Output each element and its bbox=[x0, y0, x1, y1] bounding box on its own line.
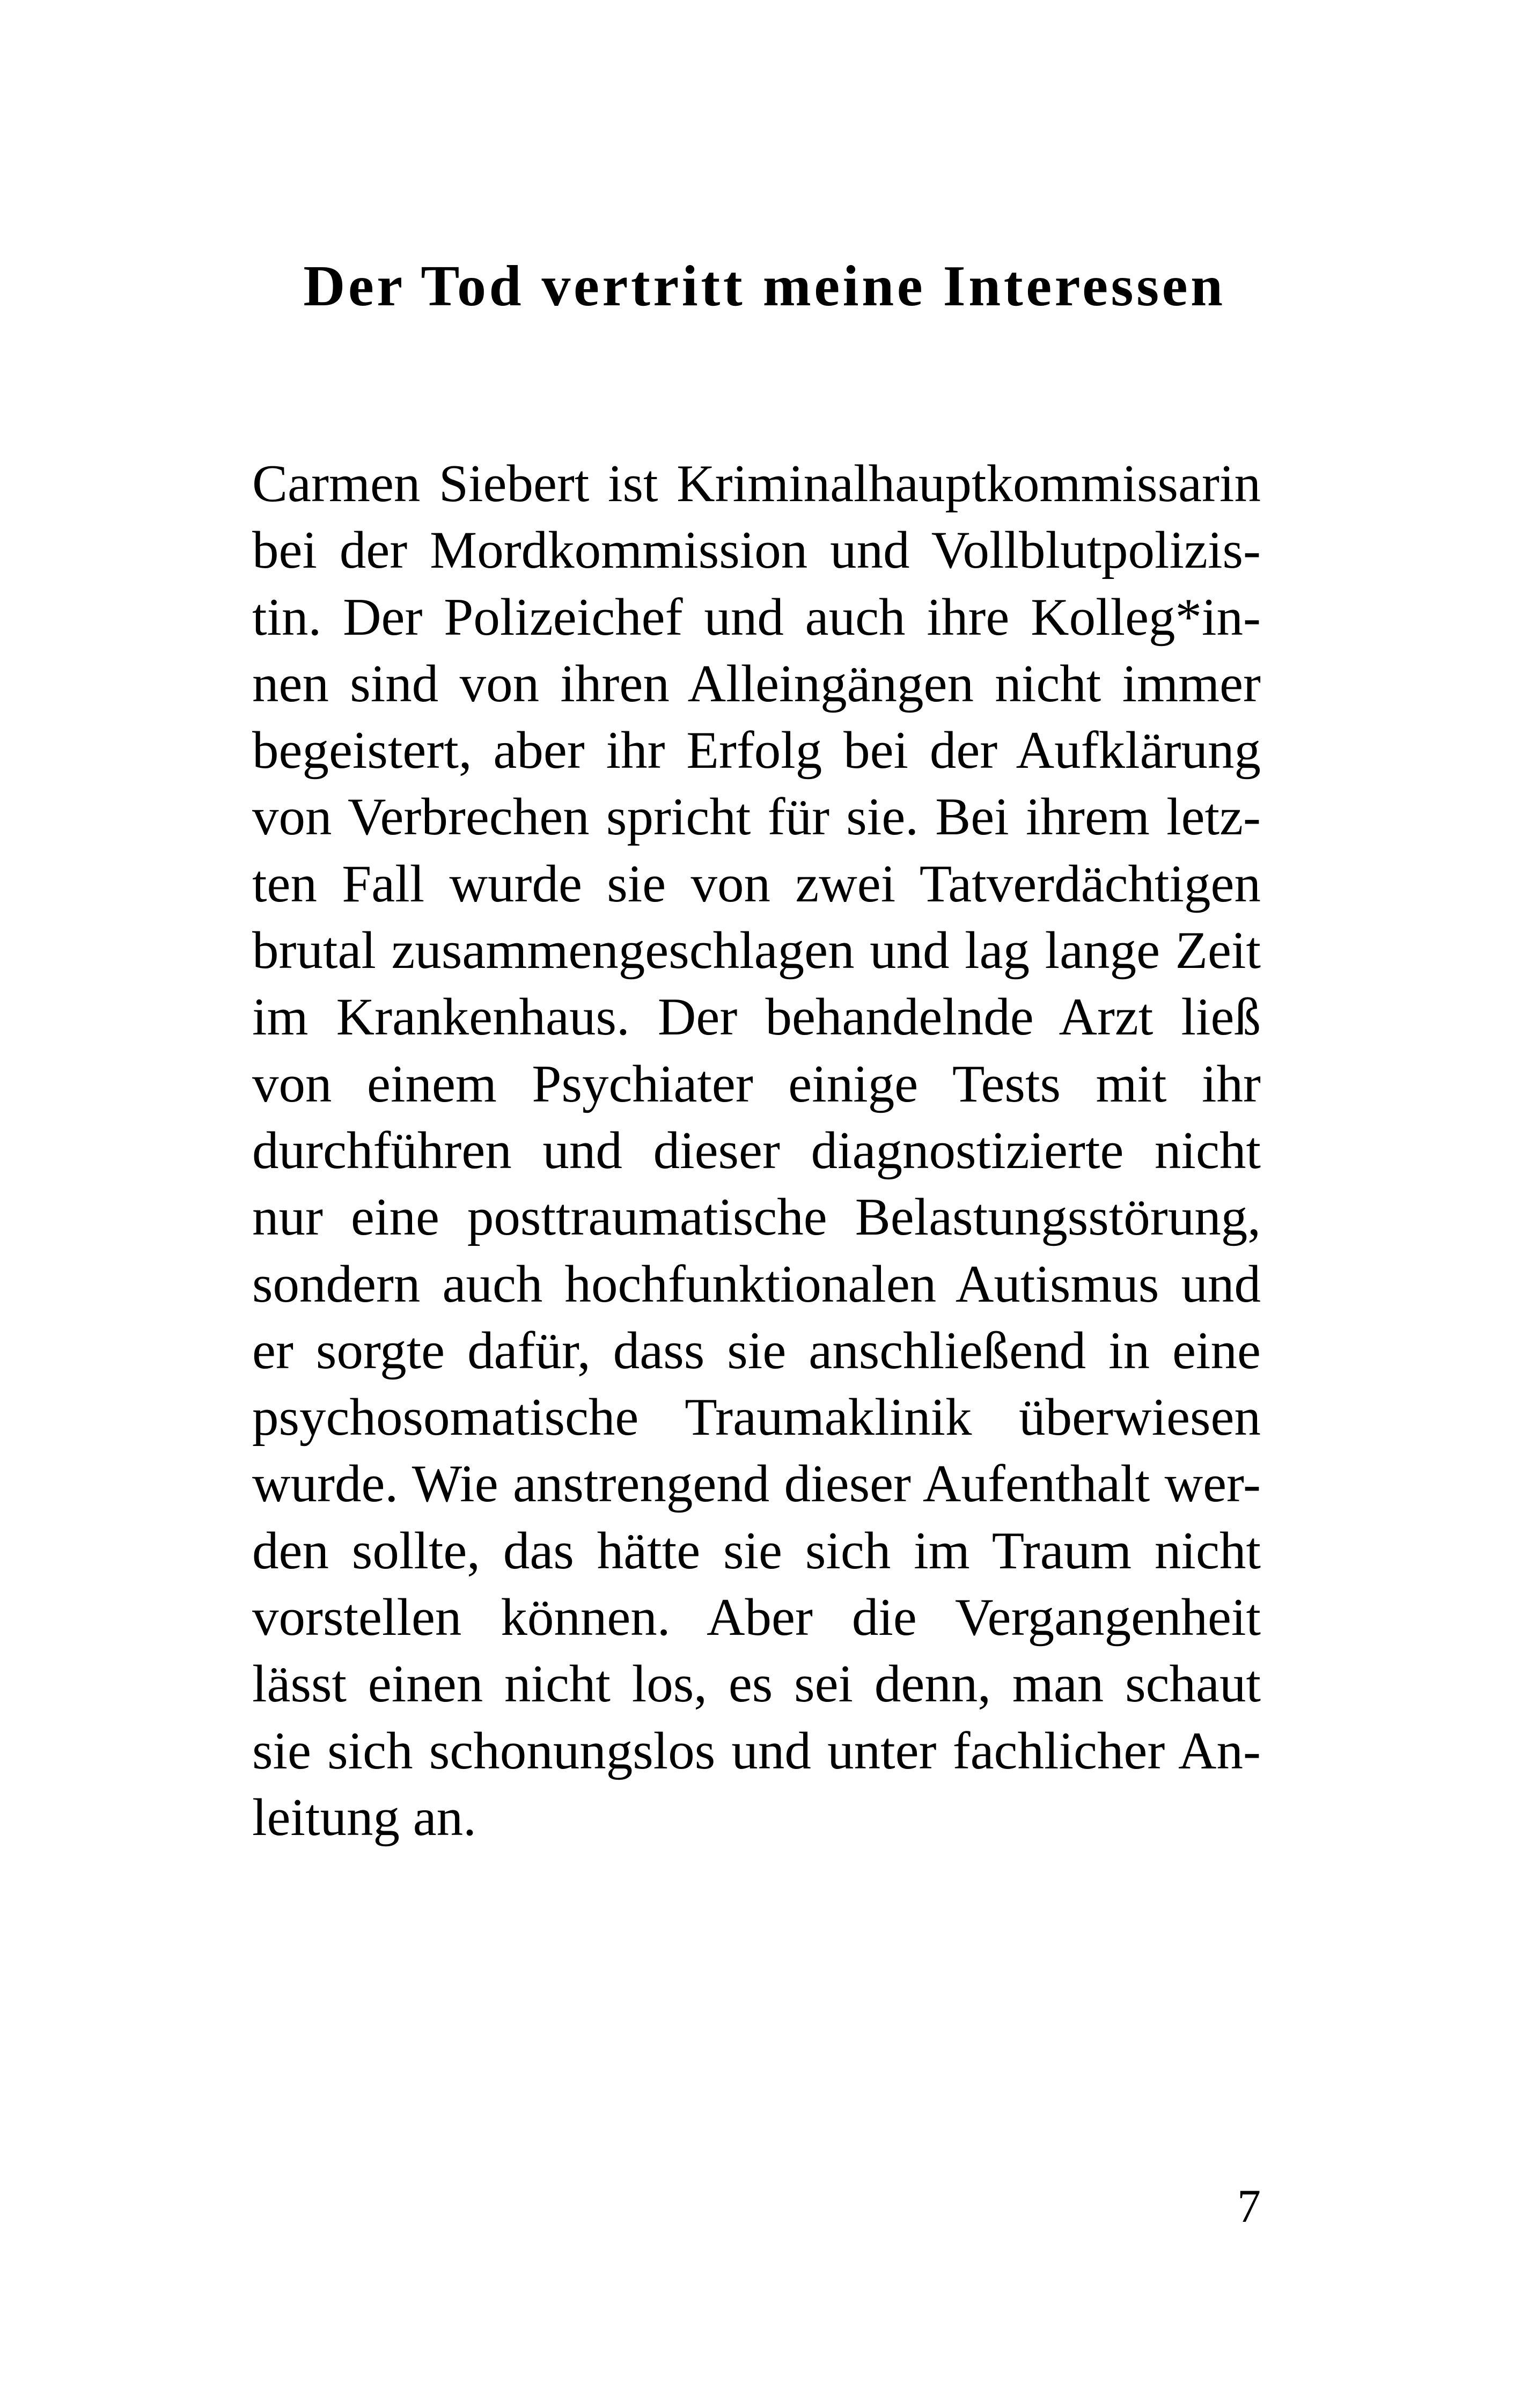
text-line: lässt einen nicht los, es sei denn, man schaut bbox=[252, 1655, 1261, 1714]
text-line: sie sich schonungslos und unter fachlicher An- bbox=[252, 1721, 1261, 1780]
page-number: 7 bbox=[1237, 2181, 1261, 2233]
body-paragraph bbox=[252, 451, 1261, 1851]
text-line: ten Fall wurde sie von zwei Tatverdächtigen bbox=[252, 854, 1261, 913]
text-line: den sollte, das hätte sie sich im Traum nicht bbox=[252, 1521, 1261, 1580]
text-line: im Krankenhaus. Der behandelnde Arzt ließ bbox=[252, 988, 1261, 1047]
text-line: nen sind von ihren Alleingängen nicht immer bbox=[252, 654, 1261, 713]
text-line: begeistert, aber ihr Erfolg bei der Aufklärung bbox=[252, 721, 1261, 780]
text-line: nur eine posttraumatische Belastungsstörung, bbox=[252, 1188, 1261, 1247]
text-line: brutal zusammengeschlagen und lag lange Zeit bbox=[252, 921, 1261, 980]
text-line: leitung an. bbox=[252, 1788, 476, 1847]
text-line: er sorgte dafür, dass sie anschließend in eine bbox=[252, 1321, 1261, 1380]
text-line: sondern auch hochfunktionalen Autismus und bbox=[252, 1254, 1261, 1313]
text-line: wurde. Wie anstrengend dieser Aufenthalt wer- bbox=[252, 1455, 1261, 1514]
text-line: vorstellen können. Aber die Vergangenheit bbox=[252, 1588, 1261, 1647]
text-line: bei der Mordkommission und Vollblutpolizis- bbox=[252, 521, 1261, 580]
chapter-title: Der Tod vertritt meine Interessen bbox=[303, 254, 1226, 318]
text-line: Carmen Siebert ist Kriminalhauptkommissarin bbox=[252, 454, 1261, 513]
text-line: von Verbrechen spricht für sie. Bei ihrem letz- bbox=[252, 788, 1261, 847]
text-line: psychosomatische Traumaklinik überwiesen bbox=[252, 1388, 1261, 1447]
text-line: tin. Der Polizeichef und auch ihre Kolleg*in- bbox=[252, 588, 1261, 647]
text-line: durchführen und dieser diagnostizierte nicht bbox=[252, 1121, 1261, 1180]
text-line: von einem Psychiater einige Tests mit ihr bbox=[252, 1054, 1261, 1113]
